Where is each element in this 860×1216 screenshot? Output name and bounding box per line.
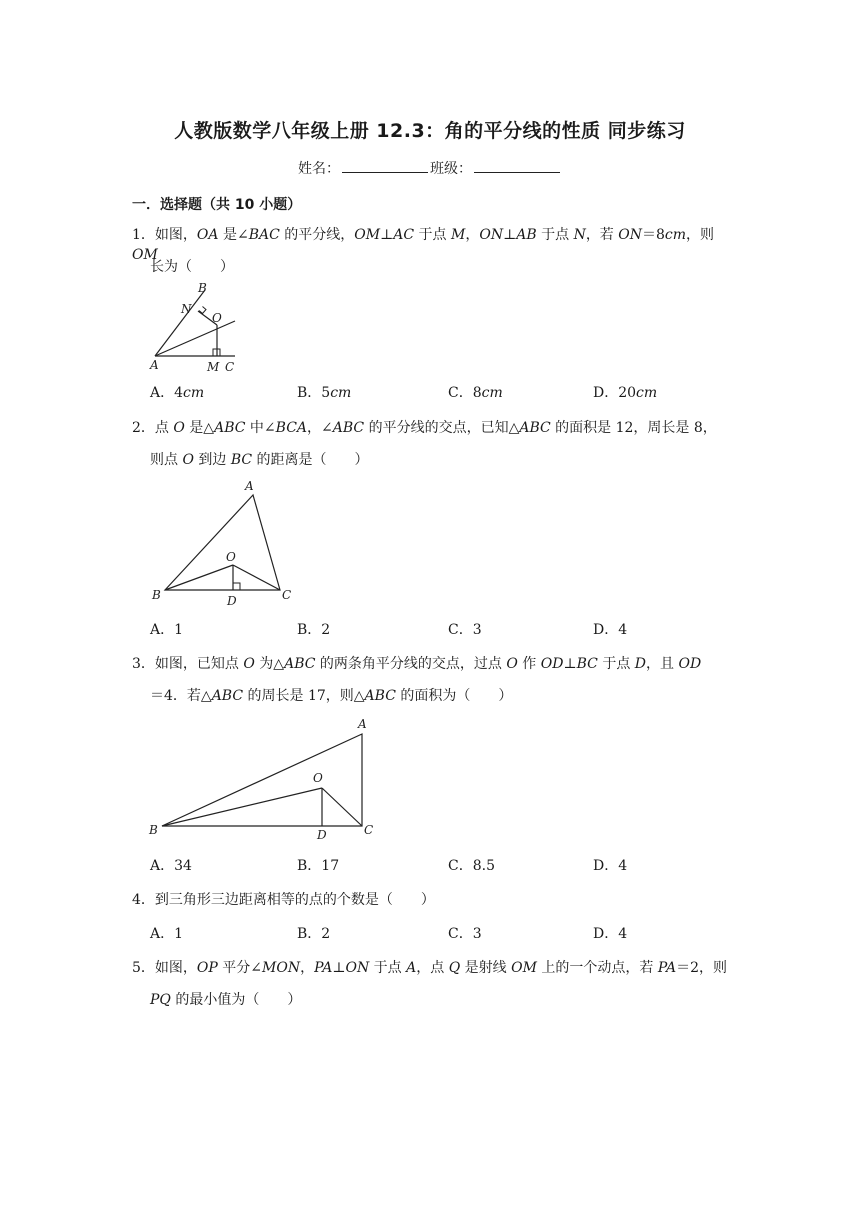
- q3-option-b[interactable]: B．17: [297, 858, 340, 874]
- q4-option-b[interactable]: B．2: [297, 926, 331, 942]
- label-M: M: [207, 360, 220, 374]
- question-5-line1: 5．如图，OP 平分∠MON，PA⊥ON 于点 A，点 Q 是射线 OM 上的一个动点，若 PA＝2，则: [132, 960, 727, 976]
- label-D: D: [317, 828, 327, 842]
- q4-option-a[interactable]: A．1: [150, 926, 184, 942]
- label-N: N: [181, 302, 192, 316]
- label-B: B: [198, 281, 207, 295]
- class-label: 班级：: [430, 161, 472, 177]
- figure-1: [145, 280, 245, 375]
- label-B: B: [149, 823, 158, 837]
- question-4-line1: 4．到三角形三边距离相等的点的个数是（ ）: [132, 892, 435, 908]
- question-3-line2: ＝4．若△ABC 的周长是 17，则△ABC 的面积为（ ）: [150, 688, 513, 704]
- section-heading: 一．选择题（共 10 小题）: [132, 197, 302, 213]
- figure-3: [145, 712, 385, 847]
- label-A: A: [150, 358, 159, 372]
- figure-2: [145, 475, 305, 610]
- q3-option-d[interactable]: D．4: [593, 858, 628, 874]
- q3-option-c[interactable]: C．8.5: [448, 858, 495, 874]
- label-O: O: [212, 311, 222, 325]
- q2-option-c[interactable]: C．3: [448, 622, 482, 638]
- q1-option-d[interactable]: D．20cm: [593, 385, 658, 401]
- label-A: A: [358, 717, 367, 731]
- label-O: O: [313, 771, 323, 785]
- label-C: C: [364, 823, 374, 837]
- question-2-line1: 2．点 O 是△ABC 中∠BCA，∠ABC 的平分线的交点，已知△ABC 的面积是 12，周长是 8，: [132, 420, 717, 436]
- question-3-line1: 3．如图，已知点 O 为△ABC 的两条角平分线的交点，过点 O 作 OD⊥BC 于点 D，且 OD: [132, 656, 702, 672]
- name-label: 姓名：: [298, 161, 340, 177]
- class-blank[interactable]: [474, 158, 560, 173]
- question-5-line2: PQ 的最小值为（ ）: [150, 992, 302, 1008]
- label-C: C: [282, 588, 292, 602]
- q1-option-b[interactable]: B．5cm: [297, 385, 352, 401]
- student-info: [0, 158, 860, 178]
- q1-option-c[interactable]: C．8cm: [448, 385, 503, 401]
- q3-option-a[interactable]: A．34: [150, 858, 192, 874]
- label-D: D: [227, 594, 237, 608]
- q2-option-b[interactable]: B．2: [297, 622, 331, 638]
- q2-option-d[interactable]: D．4: [593, 622, 628, 638]
- label-A: A: [245, 479, 254, 493]
- q1-option-a[interactable]: A．4cm: [150, 385, 205, 401]
- q4-option-c[interactable]: C．3: [448, 926, 482, 942]
- name-blank[interactable]: [342, 158, 428, 173]
- label-O: O: [226, 550, 236, 564]
- q4-option-d[interactable]: D．4: [593, 926, 628, 942]
- page-title: 人教版数学八年级上册 12.3：角的平分线的性质 同步练习: [174, 120, 686, 142]
- question-2-line2: 则点 O 到边 BC 的距离是（ ）: [150, 452, 369, 468]
- q2-option-a[interactable]: A．1: [150, 622, 184, 638]
- label-C: C: [225, 360, 235, 374]
- label-B: B: [152, 588, 161, 602]
- question-1-line2: 长为（ ）: [150, 259, 234, 275]
- question-1-line1: 1．如图，OA 是∠BAC 的平分线，OM⊥AC 于点 M，ON⊥AB 于点 N，若 ON＝8cm，则 OM: [132, 227, 715, 263]
